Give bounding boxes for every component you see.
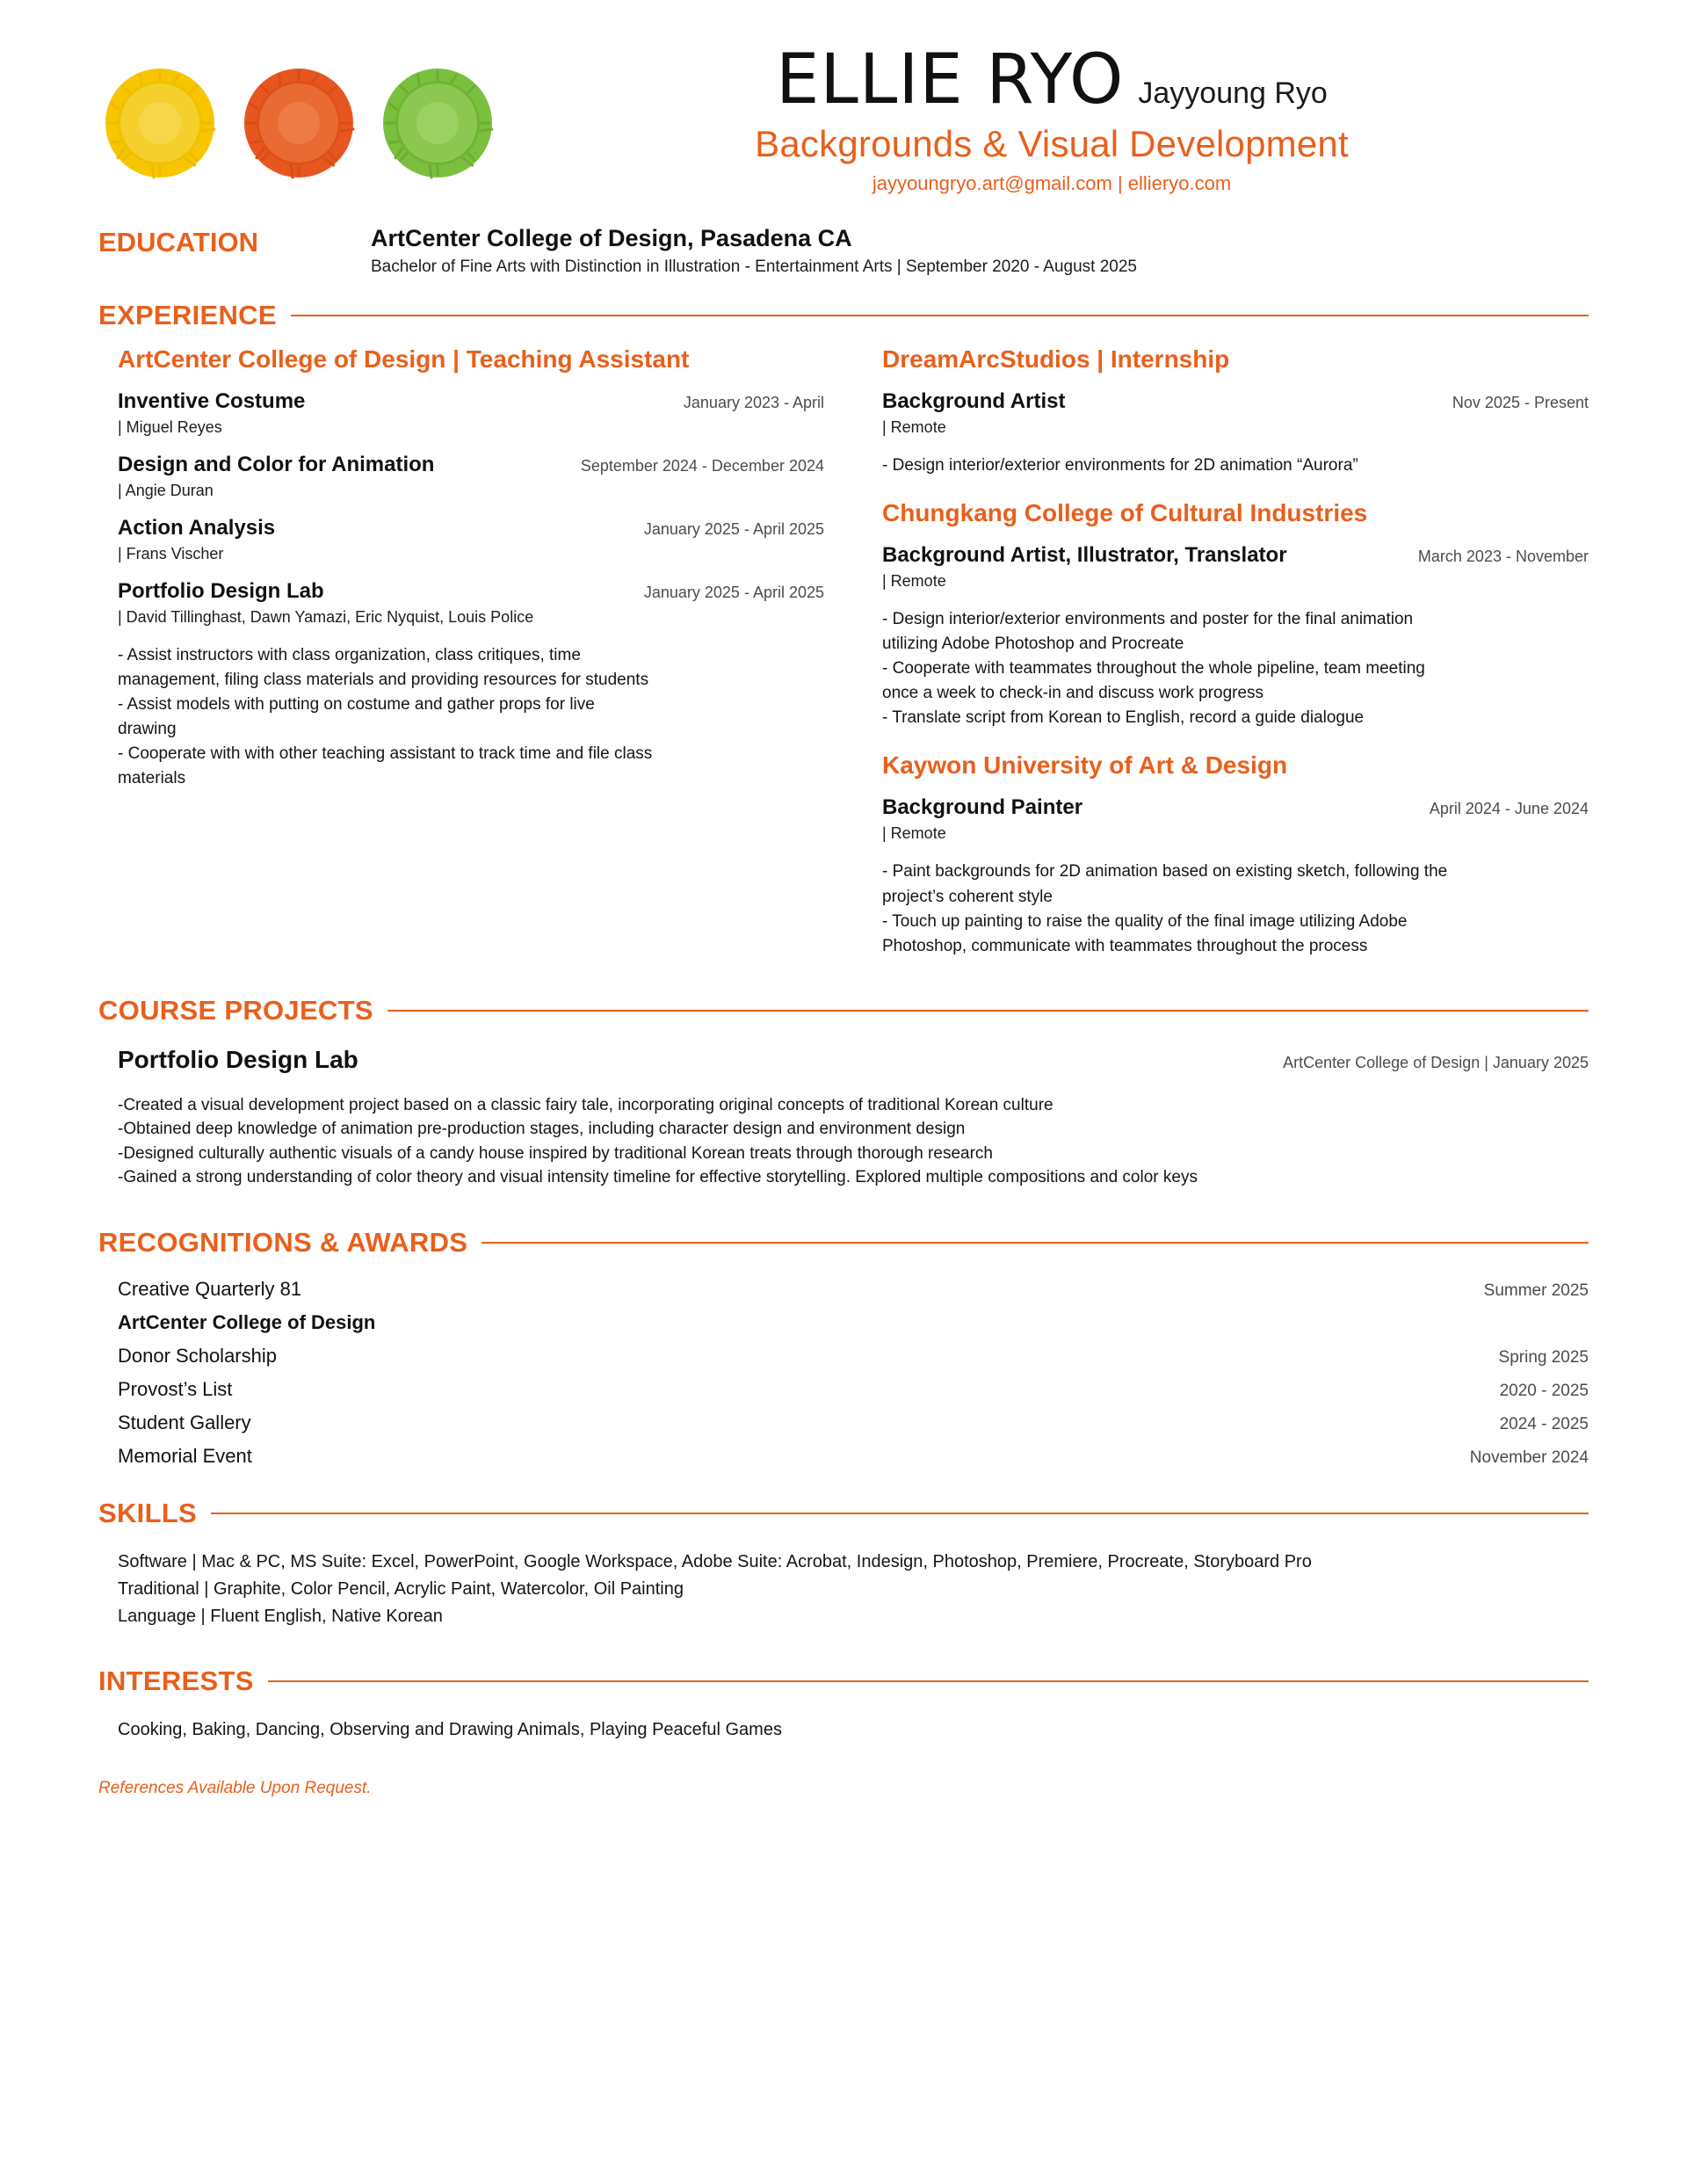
job-title: Background Artist, Illustrator, Translator: [882, 543, 1287, 568]
bullet: - Cooperate with with other teaching assistant to track time and file class: [118, 744, 653, 764]
role-subtitle: Backgrounds & Visual Development: [755, 123, 1349, 164]
section-heading-projects-row: [98, 995, 1589, 1027]
experience-bullets: [882, 454, 1589, 476]
bullet: - Assist instructors with class organization, class critiques, time: [118, 646, 581, 664]
award-name: Student Gallery: [118, 1411, 251, 1433]
experience-left-column: [118, 345, 824, 960]
resume-header: [98, 0, 1589, 195]
job-date: April 2024 - June 2024: [1429, 800, 1589, 818]
experience-org-artcenter: ArtCenter College of Design | Teaching Assistant: [118, 345, 690, 373]
job-entry: [118, 453, 824, 477]
project-title: Portfolio Design Lab: [118, 1045, 358, 1073]
divider: [211, 1513, 1589, 1514]
award-row: [118, 1345, 1589, 1368]
divider: [291, 315, 1589, 316]
job-subtitle: | Miguel Reyes: [118, 418, 222, 436]
section-heading-education: EDUCATION: [98, 227, 258, 258]
experience-org-dreamarc: DreamArcStudios | Internship: [882, 345, 1230, 373]
job-subtitle: | Remote: [882, 572, 946, 591]
job-entry: [882, 389, 1589, 414]
section-heading-skills-row: [98, 1498, 1589, 1529]
job-subtitle: | Angie Duran: [118, 482, 214, 499]
experience-right-column: [882, 345, 1589, 960]
award-name: Provost’s List: [118, 1377, 233, 1400]
award-row: [118, 1278, 1589, 1301]
award-date: Spring 2025: [1498, 1347, 1589, 1367]
experience-bullets: [882, 860, 1589, 956]
divider: [268, 1680, 1589, 1682]
job-date: January 2025 - April 2025: [643, 520, 824, 538]
award-date: Summer 2025: [1483, 1281, 1589, 1300]
job-subtitle: | David Tillinghast, Dawn Yamazi, Eric Nyquist, Louis Police: [118, 608, 534, 626]
award-row: [118, 1411, 1589, 1434]
education-school: ArtCenter College of Design, Pasadena CA: [371, 225, 852, 251]
job-entry: [118, 389, 824, 414]
full-name: Jayyoung Ryo: [1138, 76, 1328, 110]
job-title: Portfolio Design Lab: [118, 579, 324, 603]
bullet: -Designed culturally authentic visuals of a candy house inspired by traditional Korean treats through thorough research: [118, 1143, 993, 1163]
award-name: Creative Quarterly 81: [118, 1277, 302, 1300]
bullet: materials: [118, 769, 186, 788]
job-subtitle: | Frans Vischer: [118, 545, 224, 562]
job-entry: [118, 516, 824, 541]
award-row: [118, 1445, 1589, 1468]
contact-line[interactable]: jayyoungryo.art@gmail.com | ellieryo.com: [872, 172, 1232, 194]
job-title: Background Painter: [882, 795, 1083, 820]
section-heading-interests: INTERESTS: [98, 1665, 254, 1696]
bullet: -Created a visual development project based on a classic fairy tale, incorporating original concepts of traditional Korean culture: [118, 1095, 1053, 1114]
bullet: utilizing Adobe Photoshop and Procreate: [882, 635, 1184, 654]
job-date: Nov 2025 - Present: [1452, 394, 1589, 411]
bullet: - Design interior/exterior environments and poster for the final animation: [882, 610, 1414, 629]
flower-logo-group: [98, 42, 499, 185]
section-heading-interests-row: [98, 1665, 1589, 1697]
award-date: 2020 - 2025: [1499, 1381, 1589, 1400]
bullet: -Gained a strong understanding of color theory and visual intensity timeline for effective storytelling. Explored multiple compositions and color keys: [118, 1168, 1198, 1187]
project-entry: [98, 1046, 1589, 1074]
experience-bullets: [118, 644, 824, 789]
award-date: November 2024: [1469, 1448, 1589, 1467]
job-subtitle: | Remote: [882, 418, 946, 436]
flower-green-icon: [376, 62, 499, 185]
award-name: Donor Scholarship: [118, 1344, 277, 1367]
section-heading-skills: SKILLS: [98, 1497, 198, 1528]
page-title: ELLIE RYO: [776, 40, 1125, 120]
section-heading-experience-row: [98, 300, 1589, 331]
experience-org-kaywon: Kaywon University of Art & Design: [882, 751, 1288, 780]
job-title: Inventive Costume: [118, 389, 306, 413]
skills-line: Traditional | Graphite, Color Pencil, Acrylic Paint, Watercolor, Oil Painting: [118, 1578, 684, 1599]
job-date: March 2023 - November: [1417, 548, 1589, 566]
job-date: January 2023 - April: [683, 394, 824, 411]
job-subtitle: | Remote: [882, 824, 946, 843]
bullet: Photoshop, communicate with teammates throughout the process: [882, 936, 1368, 955]
award-name: Memorial Event: [118, 1444, 252, 1467]
header-title-block: [499, 42, 1589, 195]
bullet: - Paint backgrounds for 2D animation based on existing sketch, following the: [882, 862, 1448, 882]
award-row: [118, 1378, 1589, 1401]
bullet: - Translate script from Korean to English, record a guide dialogue: [882, 708, 1365, 728]
bullet: - Touch up painting to raise the quality of the final image utilizing Adobe: [882, 911, 1408, 931]
skills-line: Language | Fluent English, Native Korean: [118, 1606, 443, 1626]
project-bullets: [98, 1093, 1589, 1190]
skills-line: Software | Mac & PC, MS Suite: Excel, PowerPoint, Google Workspace, Adobe Suite: Acrobat, Indesign, Photoshop, Premiere, Procreate, Storyboard Pro: [118, 1551, 1312, 1571]
divider: [387, 1010, 1589, 1012]
bullet: - Cooperate with teammates throughout the whole pipeline, team meeting: [882, 659, 1425, 678]
section-heading-course-projects: COURSE PROJECTS: [98, 994, 373, 1026]
skills-list: [98, 1549, 1589, 1630]
project-meta: ArtCenter College of Design | January 2025: [1283, 1053, 1589, 1071]
flower-yellow-icon: [98, 62, 221, 185]
bullet: project’s coherent style: [882, 887, 1053, 906]
bullet: management, filing class materials and providing resources for students: [118, 671, 649, 690]
education-section: [98, 225, 1589, 277]
footer-note: References Available Upon Request.: [98, 1778, 372, 1797]
job-title: Background Artist: [882, 389, 1066, 413]
bullet: - Assist models with putting on costume and gather props for live: [118, 695, 595, 715]
name-row: [515, 40, 1589, 120]
section-heading-experience: EXPERIENCE: [98, 300, 277, 330]
flower-orange-icon: [237, 62, 360, 185]
interests-line: Cooking, Baking, Dancing, Observing and Drawing Animals, Playing Peaceful Games: [118, 1719, 782, 1739]
award-row: [118, 1311, 1589, 1334]
section-heading-awards-row: [98, 1227, 1589, 1259]
education-degree: Bachelor of Fine Arts with Distinction in Illustration - Entertainment Arts | September 2020 - August 2025: [371, 258, 1137, 276]
bullet: - Design interior/exterior environments for 2D animation “Aurora”: [882, 456, 1358, 475]
job-title: Action Analysis: [118, 516, 276, 540]
bullet: drawing: [118, 720, 177, 739]
experience-bullets: [882, 608, 1589, 729]
job-date: September 2024 - December 2024: [580, 457, 824, 475]
section-heading-awards: RECOGNITIONS & AWARDS: [98, 1226, 468, 1258]
experience-org-chungkang: Chungkang College of Cultural Industries: [882, 499, 1368, 527]
experience-columns: [98, 345, 1589, 960]
job-entry: [882, 543, 1589, 568]
interests-list: [98, 1716, 1589, 1744]
job-entry: [882, 795, 1589, 820]
award-name: ArtCenter College of Design: [118, 1310, 376, 1333]
awards-list: [98, 1278, 1589, 1468]
bullet: once a week to check-in and discuss work progress: [882, 684, 1264, 703]
divider: [481, 1242, 1589, 1244]
job-entry: [118, 579, 824, 604]
job-date: January 2025 - April 2025: [643, 584, 824, 601]
job-title: Design and Color for Animation: [118, 453, 435, 476]
award-date: 2024 - 2025: [1499, 1414, 1589, 1433]
bullet: -Obtained deep knowledge of animation pre-production stages, including character design and environment design: [118, 1120, 966, 1139]
